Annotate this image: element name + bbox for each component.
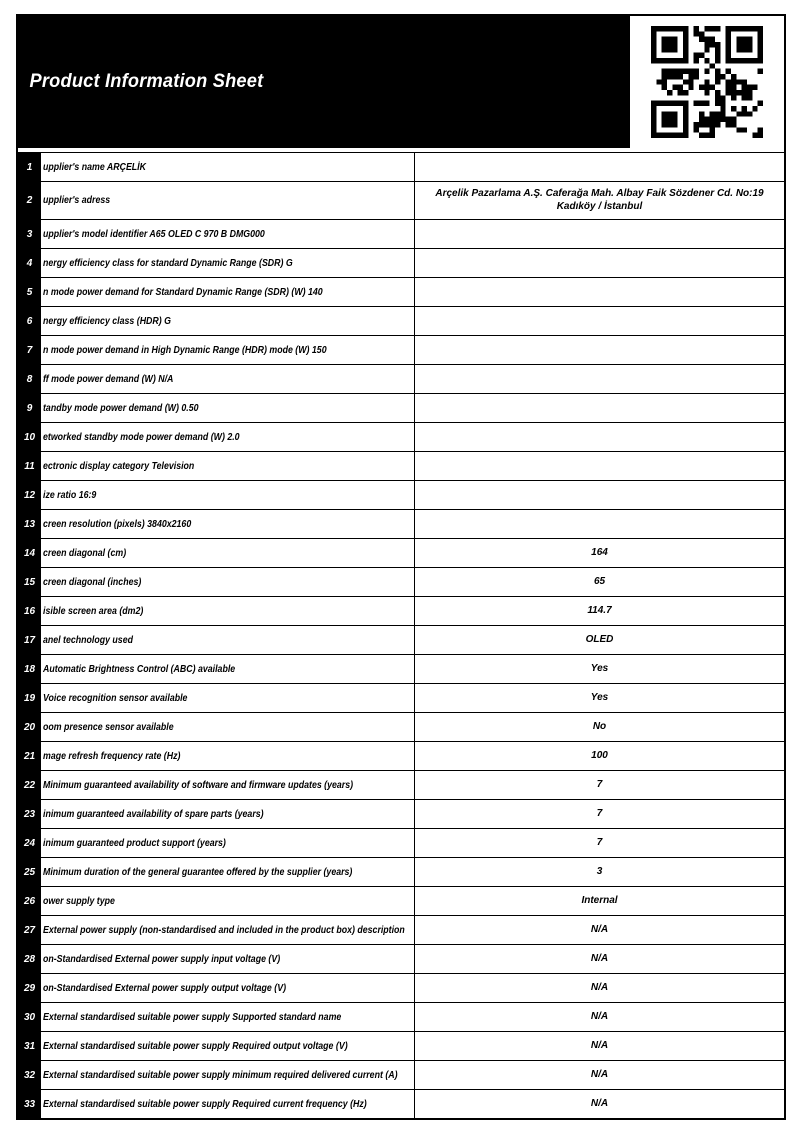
row-number: 7 — [18, 336, 41, 364]
row-number: 25 — [18, 858, 41, 886]
row-label — [41, 307, 415, 335]
page-title: Product Information Sheet — [29, 71, 264, 92]
row-label-text: n mode power demand in High Dynamic Range (HDR) mode (W) 150 — [43, 344, 327, 356]
sheet-header — [18, 16, 784, 148]
row-label — [41, 800, 415, 828]
table-row — [18, 307, 784, 336]
row-value — [415, 220, 784, 248]
table-row — [18, 887, 784, 916]
row-number: 10 — [18, 423, 41, 451]
table-row — [18, 220, 784, 249]
row-value — [415, 336, 784, 364]
row-value: Arçelik Pazarlama A.Ş. Caferağa Mah. Albay Faik Sözdener Cd. No:19 Kadıköy / İstanbul — [435, 188, 764, 212]
row-label — [41, 916, 415, 944]
row-label — [41, 713, 415, 741]
row-label-text: mage refresh frequency rate (Hz) — [43, 750, 181, 762]
row-value: N/A — [590, 1098, 609, 1110]
row-label — [41, 1003, 415, 1031]
row-label — [41, 771, 415, 799]
table-row — [18, 1061, 784, 1090]
row-label-text: ower supply type — [43, 895, 115, 907]
row-label — [41, 974, 415, 1002]
qr-area — [630, 16, 784, 148]
row-value: 7 — [596, 807, 603, 819]
row-label — [41, 597, 415, 625]
row-label — [41, 742, 415, 770]
row-number: 9 — [18, 394, 41, 422]
row-label-text: isible screen area (dm2) — [43, 605, 144, 617]
row-label-text: Minimum duration of the general guarantee offered by the supplier (years) — [43, 866, 353, 878]
row-label-text: creen diagonal (inches) — [43, 576, 142, 588]
row-value: 65 — [593, 575, 606, 587]
row-label — [41, 945, 415, 973]
table-row — [18, 916, 784, 945]
row-label-text: External standardised suitable power supply Required current frequency (Hz) — [43, 1099, 367, 1110]
row-label-text: n mode power demand for Standard Dynamic Range (SDR) (W) 140 — [43, 286, 323, 298]
row-number: 16 — [18, 597, 41, 625]
row-label-text: on-Standardised External power supply input voltage (V) — [43, 953, 281, 965]
row-label — [41, 278, 415, 306]
row-label — [41, 510, 415, 538]
row-value: OLED — [585, 633, 614, 645]
row-label-text: upplier's adress — [43, 195, 111, 206]
table-row — [18, 539, 784, 568]
row-label — [41, 336, 415, 364]
row-value — [415, 153, 784, 181]
row-label-text: oom presence sensor available — [43, 721, 174, 733]
row-number: 2 — [18, 182, 41, 219]
row-label-text: External standardised suitable power supply Required output voltage (V) — [43, 1040, 348, 1052]
row-number: 20 — [18, 713, 41, 741]
row-label-text: inimum guaranteed availability of spare parts (years) — [43, 808, 264, 820]
table-row — [18, 655, 784, 684]
row-label-text: External standardised suitable power supply minimum required delivered current (A) — [43, 1069, 398, 1081]
row-value: 114.7 — [587, 604, 612, 616]
table-row — [18, 742, 784, 771]
row-value: N/A — [590, 923, 609, 935]
row-value — [415, 249, 784, 277]
row-label-text: creen resolution (pixels) 3840x2160 — [43, 518, 192, 530]
table-row — [18, 510, 784, 539]
row-value: Yes — [590, 691, 609, 703]
row-number: 30 — [18, 1003, 41, 1031]
row-label-text: inimum guaranteed product support (years) — [43, 837, 226, 849]
table-row — [18, 336, 784, 365]
row-label-text: nergy efficiency class for standard Dynamic Range (SDR) G — [43, 257, 293, 269]
row-label — [41, 568, 415, 596]
table-row — [18, 249, 784, 278]
table-row — [18, 568, 784, 597]
row-number: 21 — [18, 742, 41, 770]
row-label — [41, 423, 415, 451]
row-label-text: nergy efficiency class (HDR) G — [43, 315, 171, 327]
table-row — [18, 800, 784, 829]
table-row — [18, 626, 784, 655]
row-label — [41, 249, 415, 277]
row-value: Internal — [581, 894, 618, 906]
row-number: 26 — [18, 887, 41, 915]
table-row — [18, 365, 784, 394]
row-value — [415, 452, 784, 480]
row-label — [41, 365, 415, 393]
table-row — [18, 858, 784, 887]
row-label-text: tandby mode power demand (W) 0.50 — [43, 402, 199, 414]
row-value — [415, 481, 784, 509]
row-label-text: upplier's model identifier A65 OLED C 970 B DMG000 — [43, 228, 265, 240]
row-label-text: ectronic display category Television — [43, 460, 195, 472]
title-band — [18, 16, 630, 148]
row-label-text: ize ratio 16:9 — [43, 489, 97, 501]
row-value: No — [592, 720, 607, 732]
row-value: 100 — [591, 749, 608, 761]
table-row — [18, 153, 784, 182]
table-row — [18, 423, 784, 452]
row-label — [41, 829, 415, 857]
row-label — [41, 220, 415, 248]
row-label — [41, 684, 415, 712]
table-row — [18, 713, 784, 742]
row-label-text: anel technology used — [43, 634, 133, 646]
row-label-text: Voice recognition sensor available — [43, 692, 188, 704]
row-value: 164 — [591, 546, 608, 558]
row-value: N/A — [590, 1039, 609, 1051]
row-label — [41, 452, 415, 480]
table-row — [18, 182, 784, 220]
table-row — [18, 684, 784, 713]
row-number: 11 — [18, 452, 41, 480]
row-label-text: on-Standardised External power supply output voltage (V) — [43, 982, 287, 994]
row-number: 6 — [18, 307, 41, 335]
row-value — [415, 510, 784, 538]
row-label-text: Minimum guaranteed availability of software and firmware updates (years) — [43, 779, 354, 791]
row-label — [41, 153, 415, 181]
row-number: 24 — [18, 829, 41, 857]
qr-code-icon — [651, 26, 763, 138]
row-label-text: etworked standby mode power demand (W) 2.0 — [43, 431, 240, 443]
row-number: 31 — [18, 1032, 41, 1060]
table-row — [18, 481, 784, 510]
row-number: 18 — [18, 655, 41, 683]
row-value — [415, 307, 784, 335]
row-label-text: creen diagonal (cm) — [43, 547, 127, 559]
table-row — [18, 452, 784, 481]
table-row — [18, 829, 784, 858]
row-number: 13 — [18, 510, 41, 538]
spec-table — [18, 152, 784, 1119]
row-label — [41, 858, 415, 886]
table-row — [18, 394, 784, 423]
row-label — [41, 626, 415, 654]
row-number: 1 — [18, 153, 41, 181]
row-value: Yes — [590, 662, 609, 674]
row-number: 5 — [18, 278, 41, 306]
table-row — [18, 771, 784, 800]
row-value: N/A — [590, 1010, 609, 1022]
row-number: 15 — [18, 568, 41, 596]
row-label-text: External power supply (non-standardised and included in the product box) description — [43, 924, 405, 936]
row-label — [41, 182, 415, 219]
table-row — [18, 597, 784, 626]
row-label — [41, 655, 415, 683]
row-number: 3 — [18, 220, 41, 248]
table-row — [18, 945, 784, 974]
row-value: N/A — [590, 981, 609, 993]
table-row — [18, 278, 784, 307]
row-value: 3 — [596, 865, 603, 877]
row-value — [415, 278, 784, 306]
table-row — [18, 1090, 784, 1119]
row-value: 7 — [596, 778, 603, 790]
row-value — [415, 423, 784, 451]
row-label-text: Automatic Brightness Control (ABC) available — [43, 663, 236, 675]
row-label-text: upplier's name ARÇELİK — [43, 161, 146, 173]
row-number: 29 — [18, 974, 41, 1002]
row-number: 14 — [18, 539, 41, 567]
row-value — [415, 365, 784, 393]
row-number: 32 — [18, 1061, 41, 1089]
row-value: 7 — [596, 836, 603, 848]
row-value: N/A — [590, 1068, 609, 1080]
row-label — [41, 1032, 415, 1060]
row-number: 28 — [18, 945, 41, 973]
row-number: 12 — [18, 481, 41, 509]
row-number: 17 — [18, 626, 41, 654]
row-value: N/A — [590, 952, 609, 964]
row-label-text: ff mode power demand (W) N/A — [43, 373, 174, 385]
row-label — [41, 887, 415, 915]
sheet-frame — [16, 14, 786, 1120]
table-row — [18, 1003, 784, 1032]
row-label — [41, 539, 415, 567]
row-value — [415, 394, 784, 422]
row-number: 8 — [18, 365, 41, 393]
row-number: 22 — [18, 771, 41, 799]
row-label — [41, 481, 415, 509]
row-number: 19 — [18, 684, 41, 712]
row-label — [41, 394, 415, 422]
table-row — [18, 974, 784, 1003]
row-label — [41, 1090, 415, 1119]
row-number: 33 — [18, 1090, 41, 1119]
row-number: 27 — [18, 916, 41, 944]
row-number: 4 — [18, 249, 41, 277]
table-row — [18, 1032, 784, 1061]
row-label-text: External standardised suitable power supply Supported standard name — [43, 1011, 342, 1023]
row-number: 23 — [18, 800, 41, 828]
row-label — [41, 1061, 415, 1089]
